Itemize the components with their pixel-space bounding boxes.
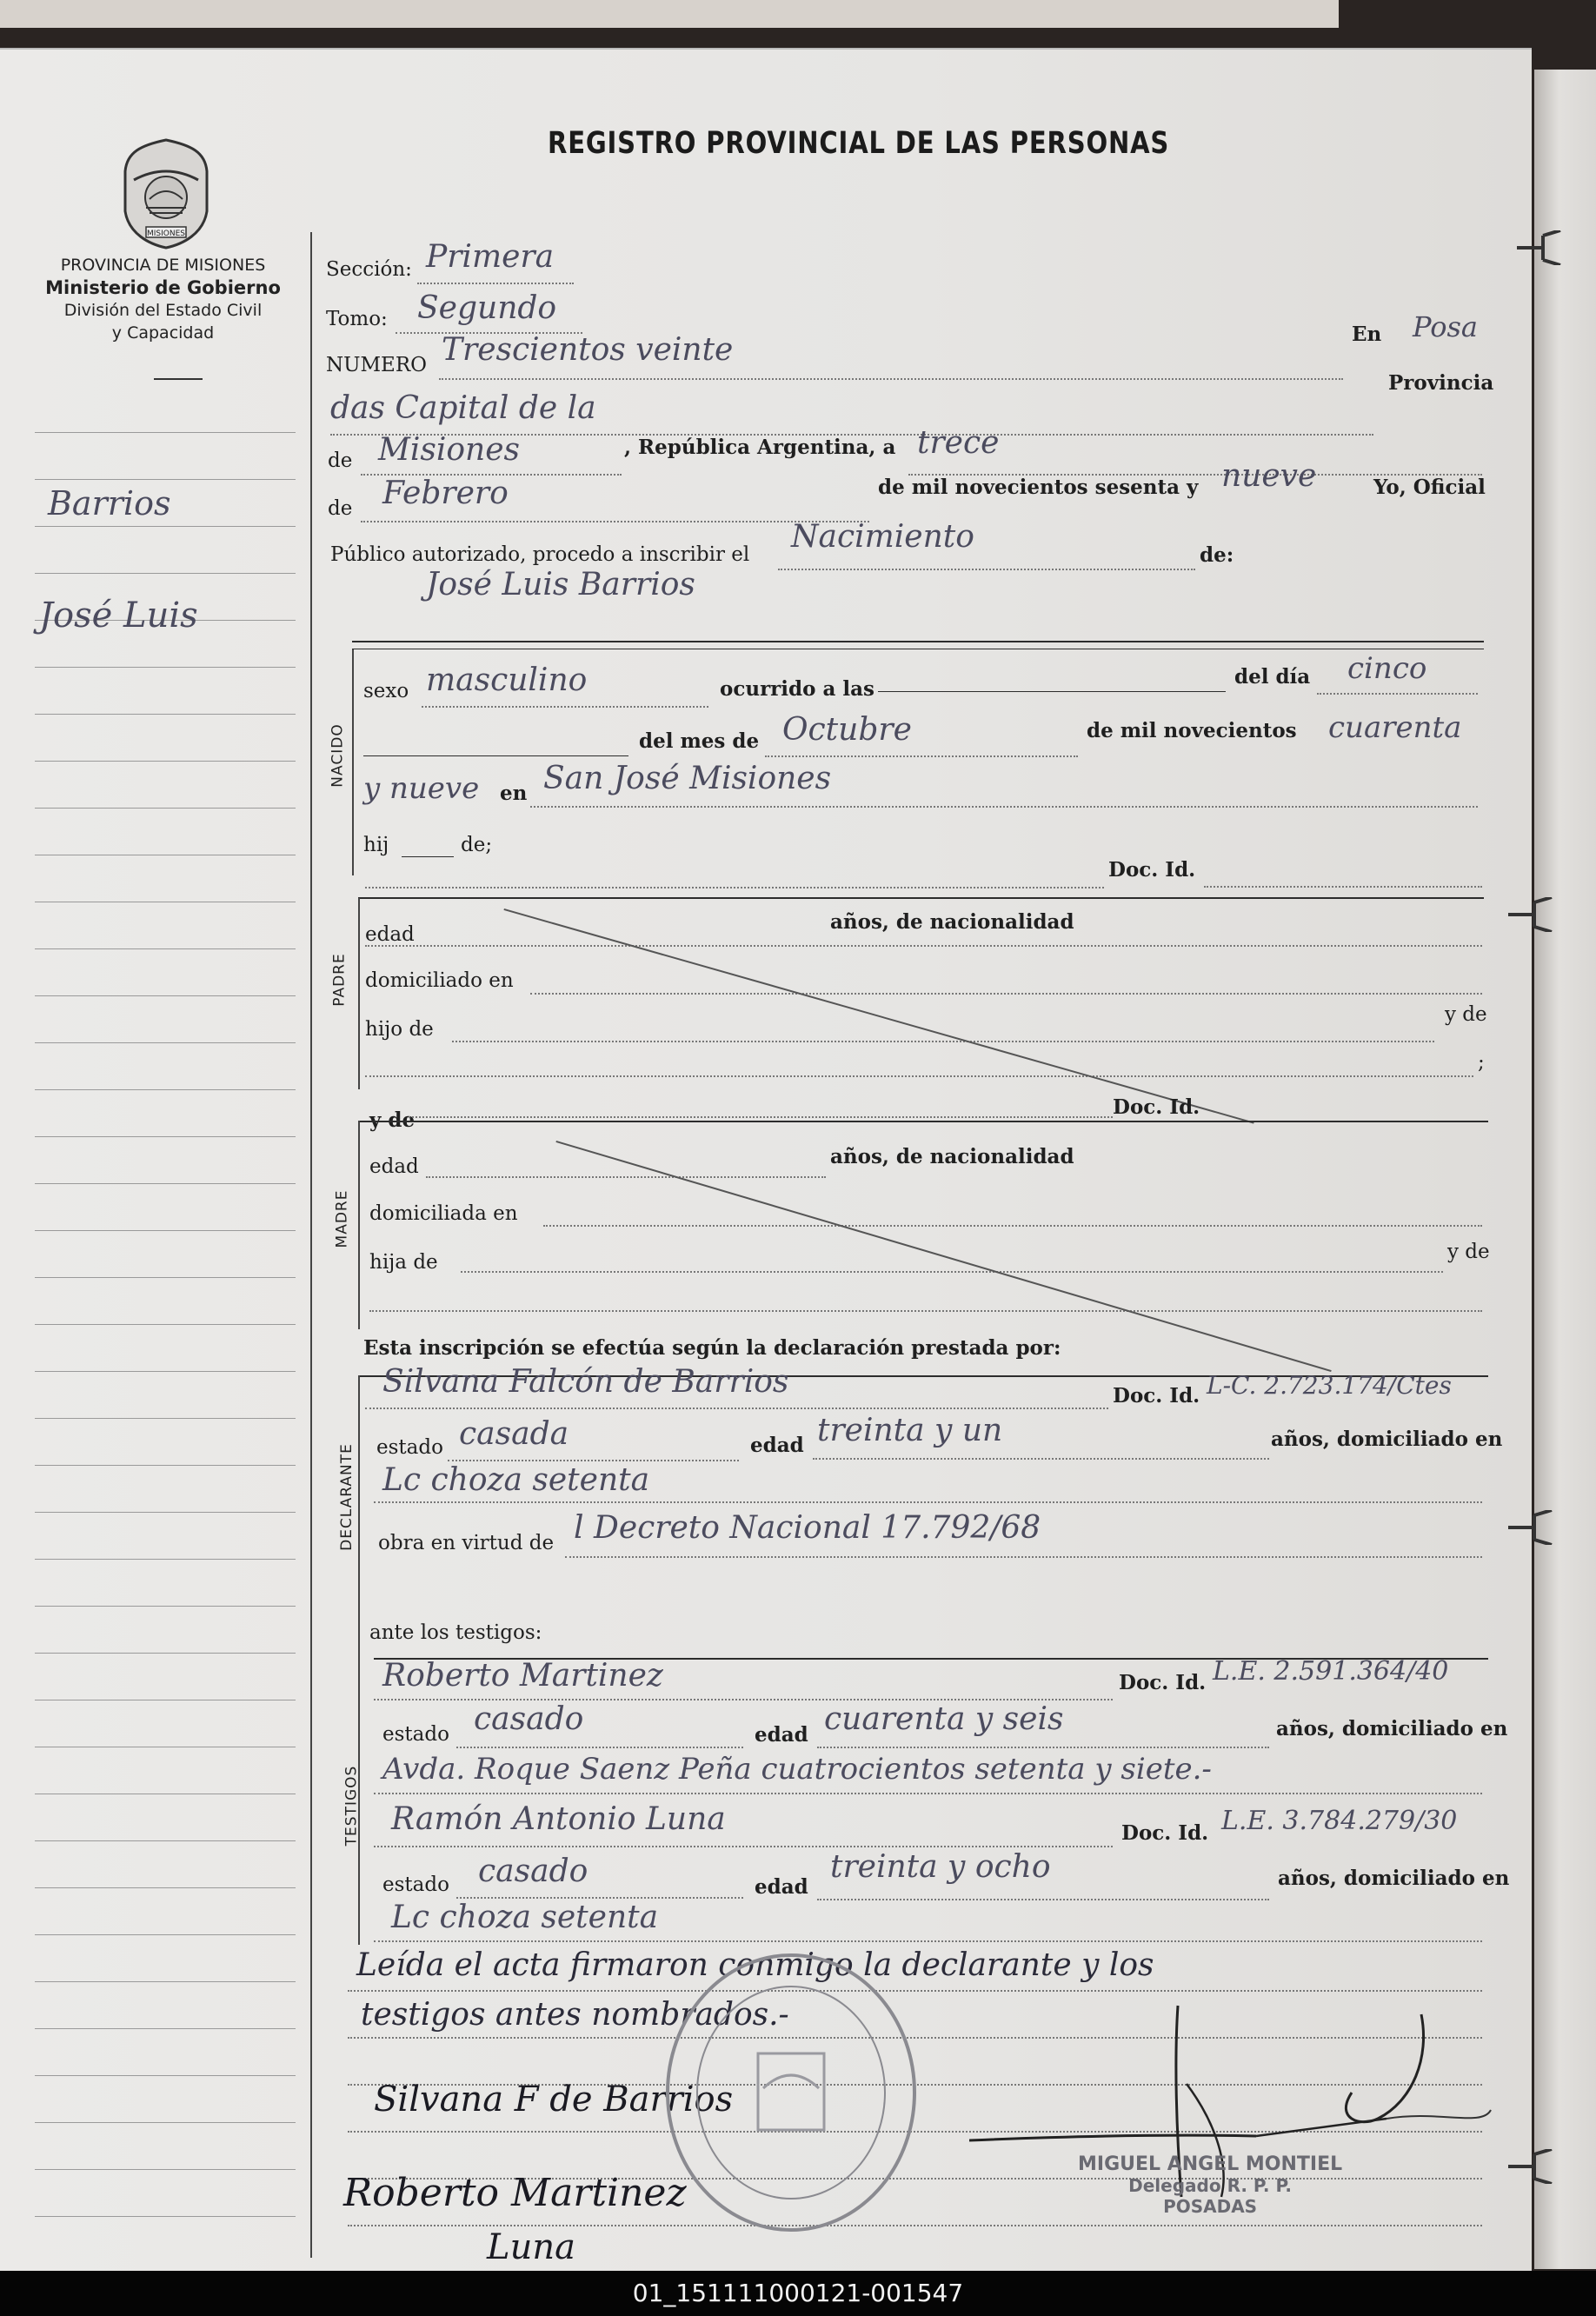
- testigo1-estado-value: casado: [474, 1701, 584, 1737]
- side-label-padre: PADRE: [330, 953, 349, 1007]
- testigo2-edad-line: [817, 1899, 1269, 1900]
- margin-rule: [35, 2075, 296, 2076]
- margin-rule: [35, 1277, 296, 1278]
- office-line3: División del Estado Civil: [63, 301, 263, 320]
- padre-y-de-label: y de: [1445, 1003, 1487, 1026]
- madre-hija-de-label: hija de: [369, 1251, 438, 1274]
- padre-madre-line: [365, 1075, 1473, 1077]
- padre-cancel-line: [503, 908, 1254, 1124]
- binding-clip-icon-2: [1508, 897, 1555, 932]
- de-mil-label: de mil novecientos sesenta y: [878, 476, 1199, 499]
- signature-testigo2: Luna: [487, 2227, 575, 2267]
- declarante-doc-label: Doc. Id.: [1113, 1384, 1200, 1408]
- seccion-value: Primera: [426, 239, 555, 275]
- padre-semicolon: ;: [1478, 1051, 1485, 1074]
- side-label-nacido: NACIDO: [329, 723, 347, 788]
- seccion-line: [417, 283, 574, 284]
- padre-edad-label: edad: [365, 923, 415, 946]
- testigo2-edad-value: treinta y ocho: [830, 1849, 1051, 1885]
- madre-y-de-label: y de: [369, 1108, 416, 1132]
- official-stamp-role: [1078, 2175, 1342, 2196]
- margin-note-given-names: José Luis: [39, 596, 198, 636]
- en-value: Posa: [1413, 310, 1478, 343]
- testigo2-nombre-line: [374, 1846, 1113, 1847]
- margin-rule: [35, 2216, 296, 2217]
- hij-line: [402, 856, 454, 857]
- tomo-label: Tomo:: [326, 308, 388, 330]
- margin-rule: [35, 1230, 296, 1231]
- mes-nac-line: [765, 755, 1078, 757]
- seccion-label: Sección:: [326, 258, 412, 281]
- del-mes-label: del mes de: [639, 729, 760, 753]
- place-continued: das Capital de la: [330, 390, 596, 426]
- testigo2-doc-value: L.E. 3.784.279/30: [1221, 1806, 1458, 1836]
- madre-y-de-label-2: y de: [1447, 1241, 1490, 1263]
- testigo2-domicilio-line: [374, 1940, 1482, 1942]
- mes-nac-value: Octubre: [782, 712, 912, 748]
- nacido-doc-label: Doc. Id.: [1108, 858, 1196, 882]
- signature-declarante: Silvana F de Barrios: [374, 2080, 734, 2120]
- side-label-declarante: DECLARANTE: [337, 1443, 356, 1551]
- declarante-domicilio-line: [374, 1501, 1482, 1503]
- testigo1-domicilio-line: [374, 1793, 1482, 1794]
- dia-nac-line: [1317, 693, 1478, 695]
- del-dia-label: del día: [1234, 665, 1311, 689]
- margin-rule: [35, 2169, 296, 2170]
- margin-rule: [35, 948, 296, 949]
- declarante-nombre-value: Silvana Falcón de Barrios: [382, 1364, 789, 1400]
- testigo1-nombre-value: Roberto Martinez: [382, 1658, 663, 1694]
- en-label: En: [1352, 323, 1382, 346]
- padre-anos-nac-label: años, de nacionalidad: [830, 910, 1074, 934]
- padre-top-rule: [358, 897, 1484, 899]
- main-vertical-rule: [310, 232, 312, 2258]
- madre-hija-line: [461, 1271, 1443, 1273]
- testigo2-doc-label: Doc. Id.: [1121, 1821, 1209, 1845]
- margin-note-surname: Barrios: [48, 484, 171, 522]
- margin-rule: [35, 667, 296, 668]
- office-header: [13, 254, 313, 344]
- declarante-edad-value: treinta y un: [817, 1413, 1003, 1448]
- margin-rule: [35, 1887, 296, 1888]
- testigo1-estado-label: estado: [382, 1723, 449, 1746]
- testigo2-nombre-value: Ramón Antonio Luna: [391, 1801, 726, 1837]
- official-stamp-line3: R. P. P.: [1227, 2175, 1293, 2196]
- testigo1-nombre-line: [374, 1699, 1113, 1700]
- testigo2-estado-value: casado: [478, 1853, 589, 1889]
- testigo1-edad-label: edad: [755, 1723, 808, 1747]
- hij-label: hij: [363, 834, 389, 856]
- margin-rule: [35, 1512, 296, 1513]
- official-stamp: [1078, 2153, 1342, 2217]
- margin-rule: [35, 1371, 296, 1372]
- official-stamp-city: POSADAS: [1163, 2196, 1258, 2217]
- madre-parents-line: [369, 1310, 1482, 1312]
- en-nac-label: en: [500, 782, 528, 805]
- testigo2-domicilio-value: Lc choza setenta: [391, 1900, 659, 1935]
- office-line4: y Capacidad: [111, 323, 215, 343]
- seal-text: MISIONES: [146, 230, 186, 238]
- numero-label: NUMERO: [326, 354, 428, 376]
- declarante-doc-value: L-C. 2.723.174/Ctes: [1207, 1371, 1452, 1400]
- declarante-edad-label: edad: [750, 1434, 804, 1457]
- margin-rule: [35, 1465, 296, 1466]
- tomo-value: Segundo: [417, 290, 557, 326]
- hij-name-line: [365, 887, 1104, 888]
- declaracion-label: Esta inscripción se efectúa según la declaración prestada por:: [363, 1336, 1061, 1360]
- sexo-line: [422, 706, 708, 708]
- padre-domicilio-line: [530, 993, 1482, 995]
- margin-rule: [35, 1136, 296, 1137]
- testigo1-anos-dom-label: años, domiciliado en: [1276, 1717, 1508, 1740]
- closing-line2: testigos antes nombrados.-: [361, 1997, 789, 2033]
- margin-rule: [35, 1418, 296, 1419]
- ocurrido-label: ocurrido a las: [720, 677, 874, 701]
- binding-clip-icon: [1517, 230, 1564, 265]
- image-id-footer: 01_151111000121-001547: [0, 2271, 1596, 2316]
- madre-edad-line: [426, 1176, 826, 1178]
- binding-clip-icon-3: [1508, 1510, 1555, 1545]
- register-page: [0, 48, 1532, 2271]
- official-stamp-line2: Delegado: [1128, 2175, 1221, 2196]
- ante-testigos-label: ante los testigos:: [369, 1621, 542, 1644]
- acto-line: [778, 569, 1195, 570]
- dia-nac-value: cinco: [1347, 651, 1427, 686]
- madre-bracket: [358, 1121, 360, 1329]
- mes-value: Febrero: [382, 476, 509, 511]
- margin-rule: [35, 479, 296, 480]
- testigo1-edad-value: cuarenta y seis: [824, 1701, 1064, 1737]
- side-label-madre: MADRE: [333, 1189, 351, 1248]
- testigo2-estado-label: estado: [382, 1873, 449, 1896]
- margin-rule: [35, 1324, 296, 1325]
- padre-hijo-line: [452, 1041, 1434, 1042]
- de-label: de: [328, 449, 353, 472]
- registry-stamp-icon: [661, 1949, 921, 2236]
- declarante-nombre-line: [365, 1408, 1108, 1409]
- margin-rule: [35, 526, 296, 527]
- declarante-edad-line: [813, 1458, 1269, 1460]
- padre-bracket: [358, 898, 360, 1089]
- nacido-doc-line: [1204, 886, 1482, 888]
- nacido-bracket: [352, 649, 354, 875]
- hora-line: [878, 691, 1226, 692]
- page-title: REGISTRO PROVINCIAL DE LAS PERSONAS: [548, 126, 1170, 161]
- de-colon-label: de:: [1200, 543, 1234, 567]
- madre-anos-nac-label: años, de nacionalidad: [830, 1145, 1074, 1168]
- margin-rule: [35, 1183, 296, 1184]
- publico-label: Público autorizado, procedo a inscribir el: [330, 543, 750, 566]
- next-page-edge: [1534, 70, 1596, 2269]
- testigo1-domicilio-value: Avda. Roque Saenz Peña cuatrocientos setenta y siete.-: [382, 1752, 1212, 1787]
- provincia-value: Misiones: [378, 432, 521, 468]
- margin-rule: [35, 573, 296, 574]
- office-line2: Ministerio de Gobierno: [45, 277, 281, 298]
- declarante-estado-line: [448, 1460, 739, 1461]
- testigo2-anos-dom-label: años, domiciliado en: [1278, 1867, 1510, 1890]
- anio-nac-value-2: y nueve: [363, 771, 480, 806]
- testigo2-estado-line: [456, 1897, 743, 1899]
- de-mil-nov-label: de mil novecientos: [1087, 719, 1297, 742]
- margin-rule: [35, 1981, 296, 1982]
- binding-clip-icon-4: [1508, 2149, 1555, 2184]
- office-line1: PROVINCIA DE MISIONES: [60, 256, 266, 275]
- de-mes-label: de: [328, 497, 353, 520]
- side-label-testigos: TESTIGOS: [342, 1765, 361, 1847]
- margin-rule: [35, 1559, 296, 1560]
- margin-rule: [35, 714, 296, 715]
- testigo2-edad-label: edad: [755, 1875, 808, 1899]
- acto-value: Nacimiento: [791, 519, 974, 555]
- nacido-top-rule: [352, 641, 1484, 642]
- obra-label: obra en virtud de: [378, 1532, 555, 1554]
- closing-line1: Leída el acta firmaron conmigo la declarante y los: [356, 1947, 1154, 1983]
- official-stamp-name: MIGUEL ANGEL MONTIEL: [1078, 2153, 1343, 2175]
- signature-testigo1: Roberto Martinez: [343, 2171, 687, 2215]
- obra-value: l Decreto Nacional 17.792/68: [574, 1510, 1041, 1546]
- madre-name-line: [409, 1116, 1113, 1118]
- anio-value: nueve: [1221, 458, 1317, 494]
- nombre-value: José Luis Barrios: [426, 567, 695, 602]
- margin-rule: [35, 1089, 296, 1090]
- yo-oficial-label: Yo, Oficial: [1373, 476, 1486, 499]
- declarante-domicilio-value: Lc choza setenta: [382, 1462, 650, 1498]
- dia-value: trece: [917, 425, 1000, 461]
- margin-rule: [35, 2122, 296, 2123]
- declarante-estado-label: estado: [376, 1436, 443, 1459]
- obra-line: [565, 1556, 1482, 1558]
- declarante-bracket: [358, 1375, 360, 1597]
- margin-rule: [35, 1840, 296, 1841]
- declarante-anos-dom-label: años, domiciliado en: [1271, 1428, 1503, 1451]
- margin-rule: [35, 761, 296, 762]
- margin-rule: [35, 432, 296, 433]
- declarante-estado-value: casada: [459, 1416, 569, 1452]
- margin-rule: [35, 995, 296, 996]
- sexo-value: masculino: [426, 662, 588, 698]
- numero-line: [439, 378, 1343, 380]
- blank-line: [363, 755, 628, 756]
- margin-rule: [35, 1934, 296, 1935]
- provincial-seal-icon: [115, 136, 217, 250]
- testigo1-estado-line: [456, 1747, 743, 1748]
- padre-name-line: [365, 945, 1482, 947]
- padre-doc-label: Doc. Id.: [1113, 1095, 1200, 1119]
- padre-hijo-de-label: hijo de: [365, 1018, 434, 1041]
- margin-rule: [35, 2028, 296, 2029]
- margin-rule: [35, 1606, 296, 1607]
- numero-value: Trescientos veinte: [442, 332, 734, 368]
- margin-rule: [35, 808, 296, 809]
- madre-domicilio-line: [543, 1225, 1482, 1227]
- padre-domiciliado-label: domiciliado en: [365, 969, 514, 992]
- margin-rule: [35, 1653, 296, 1654]
- provincia-label: Provincia: [1388, 371, 1494, 395]
- republica-label: , República Argentina, a: [624, 436, 896, 459]
- sexo-label: sexo: [363, 680, 409, 702]
- margin-rule: [35, 1042, 296, 1043]
- previous-page-fragment: [0, 0, 1339, 28]
- madre-top-rule: [358, 1121, 1488, 1122]
- anio-nac-value-1: cuarenta: [1328, 710, 1462, 745]
- lugar-nac-value: San José Misiones: [543, 761, 832, 796]
- de-semi-label: de;: [461, 834, 493, 856]
- madre-domiciliada-label: domiciliada en: [369, 1202, 518, 1225]
- testigo1-doc-value: L.E. 2.591.364/40: [1213, 1656, 1449, 1687]
- office-divider: [154, 378, 203, 380]
- testigo1-edad-line: [817, 1747, 1269, 1748]
- madre-edad-label: edad: [369, 1155, 419, 1178]
- testigo1-doc-label: Doc. Id.: [1119, 1671, 1207, 1694]
- lugar-nac-line: [530, 806, 1478, 808]
